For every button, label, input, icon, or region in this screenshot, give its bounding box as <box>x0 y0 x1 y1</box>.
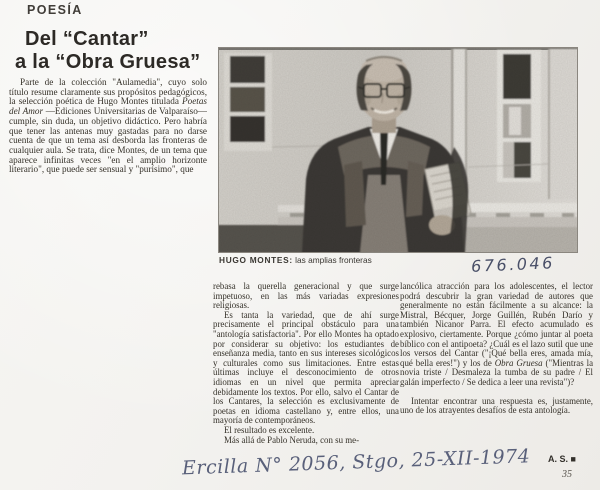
handwritten-catalog-number: 676.046 <box>470 253 556 276</box>
paragraph: Parte de la colección "Aulamedia", cuyo solo título resume claramente sus propósitos pedagógicos, la selección poética de Hugo Montes titulada Poetas del Amor —Ediciones Universitarias de Valparaíso— cumple, sin duda, un objetivo didáctico. Pero habría que tener las antenas muy gastadas para no darse cuenta de que un tema así desborda las fronteras de cualquier aula. Se trata, dice Montes, de un tema que aparece infinitas veces "en el amplio horizonte literario", que puede ser sensual y "purísimo", que <box>9 77 207 175</box>
paragraph: El resultado es excelente. <box>224 424 315 435</box>
caption-subject-name: HUGO MONTES: <box>219 255 293 265</box>
left-column <box>9 78 207 175</box>
paragraph: lancólica atracción para los adolescentes, el lector podrá descubrir la gran variedad de autores que generalmente no están fácilmente a su alcance: la Mistral, Bécquer, Jorge Guillén, Rubén Darío y también Nicanor Parra. El efecto acumulado es explosivo, ciertamente. Porque ¿cómo juntar al poeta bíblico con el antipoeta? ¿Cuál es el lazo sutil que une los versos del Cantar ("¡Qué bella eres, amada mía, qué bella eres!") y los de Obra Gruesa ("Mientras la novia triste / Desmaleza la tumba de su padre / El galán imperfecto / Se dedica a leer una revista")? <box>400 281 594 387</box>
photo-hugo-montes <box>218 47 578 253</box>
page-number: 35 <box>562 469 572 480</box>
title-line-1: Del “Cantar” <box>25 28 149 50</box>
paragraph: Es tanta la variedad, que de ahí surge precisamente el principal obstáculo para una "antología satisfactoria". Por ello Montes ha optado por considerar su objetivo: los estudiantes de enseñanza media, tanto en sus intereses sicológicos y culturales como sus limitaciones. Entre estas últimas incluye el desconocimiento de otros idiomas en un nivel que permita apreciar debidamente los textos. Por ello, salvo el Cantar de los Cantares, la selección es exclusivamente de poetas en idioma castellano y, entre ellos, una mayoría de contemporáneos. <box>213 309 399 426</box>
paragraph: Intentar encontrar una respuesta es, justamente, uno de los atrayentes desafíos de esta antología. <box>400 395 593 416</box>
section-label: POESÍA <box>27 3 83 17</box>
title-line-2: a la “Obra Gruesa” <box>15 50 201 73</box>
paragraph: rebasa la querella generacional y que surge impetuoso, en las más variadas expresiones religiosas. <box>213 281 399 311</box>
caption-description: las amplias fronteras <box>292 255 372 265</box>
middle-column <box>213 282 399 445</box>
handwritten-source-note: Ercilla N° 2056, Stgo, 25-XII-1974 <box>181 445 531 480</box>
portrait-photo <box>218 47 578 253</box>
article-title <box>15 28 200 73</box>
author-initials: A. S. ■ <box>548 454 576 464</box>
right-column <box>400 282 593 416</box>
paragraph: Más allá de Pablo Neruda, con su me- <box>224 434 360 445</box>
photo-caption <box>219 255 454 265</box>
